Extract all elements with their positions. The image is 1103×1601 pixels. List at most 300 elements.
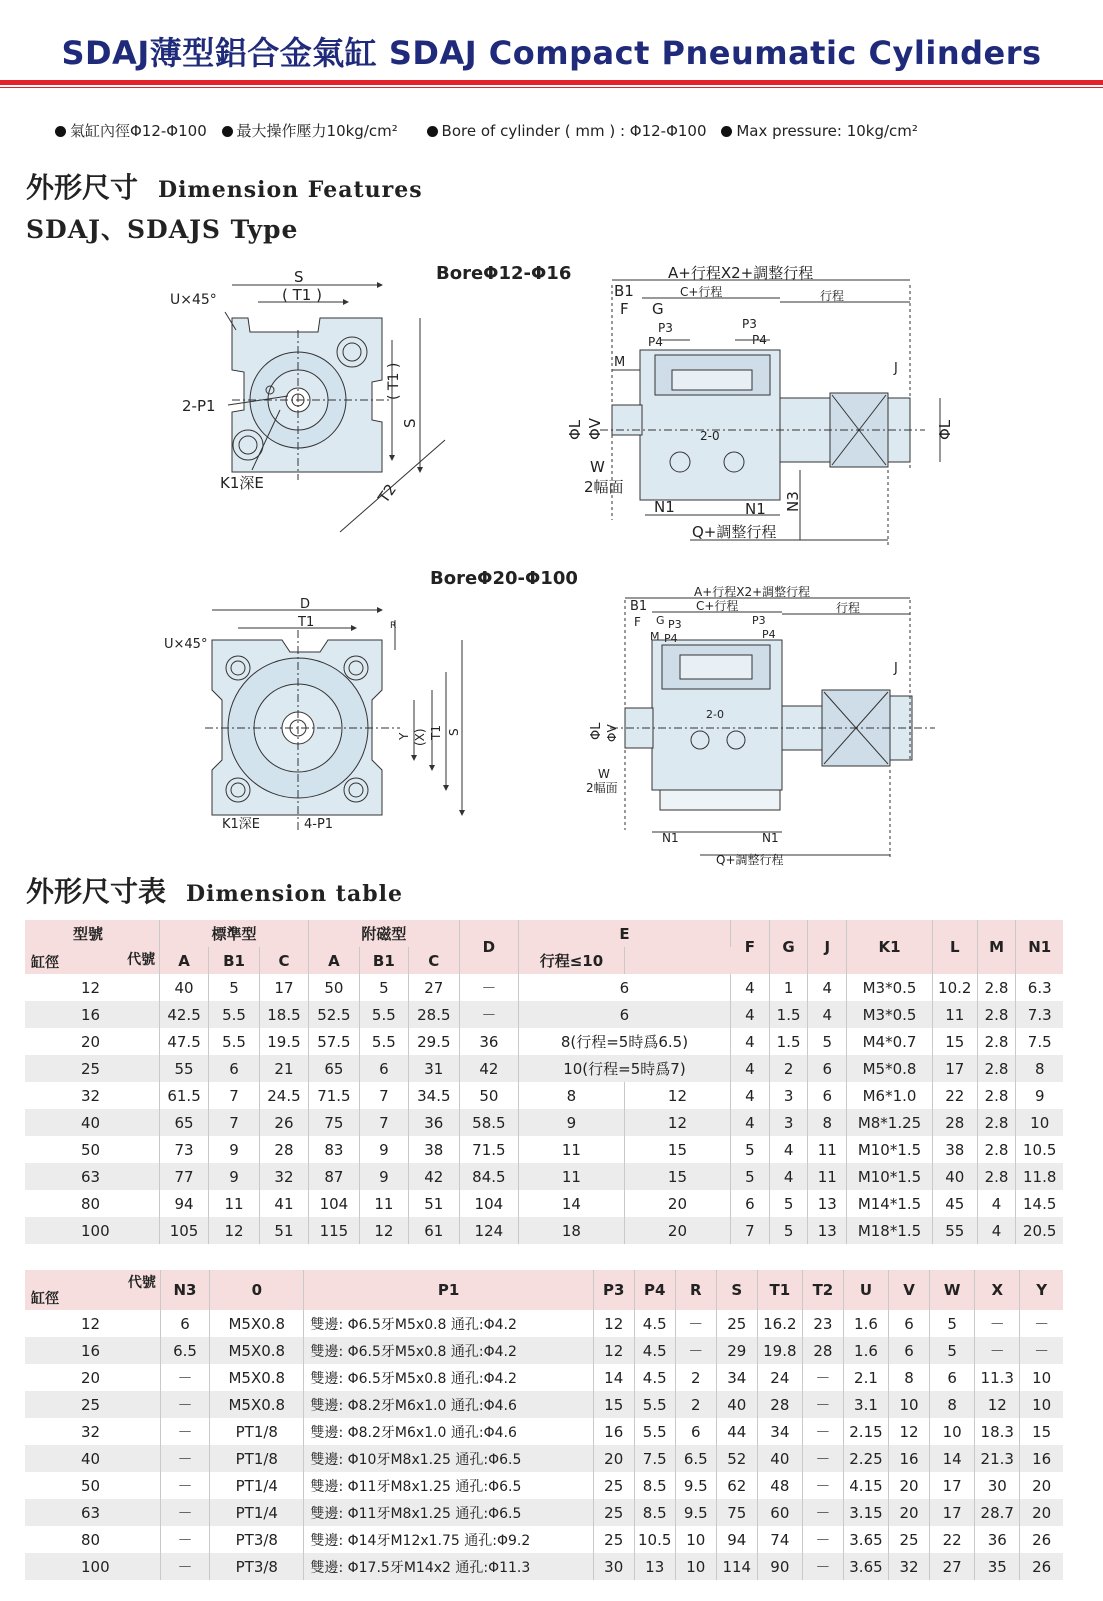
table-cell: 1.6 <box>843 1337 888 1364</box>
table-cell: 24.5 <box>259 1082 308 1109</box>
table-cell: 雙邊: Φ14牙M12x1.75 通孔:Φ9.2 <box>304 1526 593 1553</box>
table-cell: M4*0.7 <box>847 1028 933 1055</box>
dim-2-0-label: 2-0 <box>700 429 720 443</box>
table-cell: － <box>802 1391 843 1418</box>
dim-4P1-label: 4-P1 <box>304 817 334 832</box>
table-cell: 12 <box>359 1217 408 1244</box>
table-cell: 13 <box>808 1190 847 1217</box>
table-cell: 34 <box>716 1364 757 1391</box>
table-cell: 4 <box>730 974 769 1001</box>
table-cell: 11 <box>518 1136 624 1163</box>
dim-N1-large-label: N1 <box>662 831 679 845</box>
table-cell: 45 <box>932 1190 977 1217</box>
table-cell: 雙邊: Φ11牙M8x1.25 通孔:Φ6.5 <box>304 1472 593 1499</box>
table-cell: 63 <box>25 1499 160 1526</box>
table-cell: 32 <box>889 1553 930 1580</box>
table-cell: 20 <box>25 1028 160 1055</box>
table-cell: 4 <box>730 1109 769 1136</box>
table-cell: 40 <box>25 1445 160 1472</box>
table-cell: 1.5 <box>769 1028 808 1055</box>
table-cell: － <box>975 1337 1020 1364</box>
table-cell: － <box>802 1472 843 1499</box>
table-cell: M3*0.5 <box>847 974 933 1001</box>
header-standard: 標準型 <box>160 920 309 947</box>
table-cell: 20 <box>25 1364 160 1391</box>
table-row <box>25 1109 1063 1136</box>
header2-U: U <box>843 1270 888 1310</box>
table-cell: 73 <box>160 1136 209 1163</box>
table-cell: 47.5 <box>160 1028 209 1055</box>
table-cell: 65 <box>308 1055 359 1082</box>
table-cell: 3.65 <box>843 1526 888 1553</box>
table-cell: 25 <box>593 1526 634 1553</box>
table-cell: 57.5 <box>308 1028 359 1055</box>
table-cell: 4 <box>808 1001 847 1028</box>
table-cell: 9.5 <box>675 1499 716 1526</box>
table-cell: 11 <box>518 1163 624 1190</box>
table-row <box>25 1553 1063 1580</box>
spec-pressure-en: Max pressure: 10kg/cm² <box>721 122 918 140</box>
table-cell: 9 <box>359 1163 408 1190</box>
table-cell: 25 <box>25 1391 160 1418</box>
dim-phiL-label: ΦL <box>566 419 584 440</box>
table-cell: 90 <box>757 1553 802 1580</box>
table-cell: 6 <box>675 1418 716 1445</box>
table-cell: 25 <box>593 1472 634 1499</box>
table-cell: 4.5 <box>634 1364 675 1391</box>
table-cell: 13 <box>634 1553 675 1580</box>
table-cell: 3 <box>769 1082 808 1109</box>
table-cell: 77 <box>160 1163 209 1190</box>
table-cell: 12 <box>889 1418 930 1445</box>
table-cell: 15 <box>624 1136 730 1163</box>
dim-C-stroke-large-label: C+行程 <box>696 599 739 613</box>
header2-S: S <box>716 1270 757 1310</box>
table-cell: 94 <box>160 1190 209 1217</box>
table-cell: 3.1 <box>843 1391 888 1418</box>
table-cell: 2 <box>675 1391 716 1418</box>
table-cell: 5 <box>769 1217 808 1244</box>
table-cell: 35 <box>975 1553 1020 1580</box>
table-cell: － <box>802 1445 843 1472</box>
dim-W2-large-label: 2幅面 <box>586 781 618 795</box>
table-cell: 17 <box>930 1472 975 1499</box>
table-cell: 15 <box>1032 1422 1052 1441</box>
header-std-A: A <box>160 947 209 974</box>
table-cell: 6 <box>359 1055 408 1082</box>
table-cell: 20 <box>1032 1476 1052 1495</box>
table-cell: 8 <box>889 1364 930 1391</box>
table-cell: 10 <box>889 1391 930 1418</box>
table-cell: 6 <box>808 1055 847 1082</box>
table-cell: 44 <box>716 1418 757 1445</box>
table-cell: 25 <box>593 1499 634 1526</box>
table-cell: 26 <box>1032 1530 1052 1549</box>
table-cell: 87 <box>308 1163 359 1190</box>
table-cell: 17 <box>932 1055 977 1082</box>
table-row <box>25 1364 1063 1391</box>
table-cell: 5.5 <box>634 1391 675 1418</box>
table-cell: 80 <box>25 1190 160 1217</box>
table-cell: 50 <box>308 974 359 1001</box>
table-cell: 6 <box>209 1055 260 1082</box>
table-cell: 6 <box>808 1082 847 1109</box>
table-cell: 5.5 <box>209 1028 260 1055</box>
table-cell: 55 <box>160 1055 209 1082</box>
table-cell: 7.5 <box>1027 1032 1052 1051</box>
table-cell: 75 <box>308 1109 359 1136</box>
table-cell: 2.15 <box>843 1418 888 1445</box>
dim-phiV-label: ΦV <box>586 417 604 440</box>
table-cell: 50 <box>459 1082 518 1109</box>
table-cell: 27 <box>930 1553 975 1580</box>
table-cell: 61.5 <box>160 1082 209 1109</box>
dim-N3-label: N3 <box>784 491 802 512</box>
section-heading-table-en: Dimension table <box>186 881 403 907</box>
section-heading-cn: 外形尺寸 <box>26 171 139 204</box>
table-cell: 2.8 <box>977 1163 1016 1190</box>
table-row <box>25 1136 1063 1163</box>
bore-label-small: BoreΦ12-Φ16 <box>436 263 572 284</box>
header2-R: R <box>675 1270 716 1310</box>
table-1-body <box>25 974 1063 1244</box>
spec-bore-cn: 氣缸內徑Φ12-Φ100 <box>55 122 207 140</box>
table-cell: 10 <box>1032 1368 1052 1387</box>
dim-P4-large-label: P4 <box>664 632 678 645</box>
dim-M-label: M <box>614 355 626 370</box>
table-cell: 5 <box>209 974 260 1001</box>
table-cell: 10(行程=5時爲7) <box>518 1055 730 1082</box>
table-cell: 16 <box>1020 1445 1063 1472</box>
table-cell: 17 <box>259 974 308 1001</box>
table-cell: 4.5 <box>634 1310 675 1337</box>
table-cell: 115 <box>308 1217 359 1244</box>
table-cell: 9 <box>209 1163 260 1190</box>
table-cell: － <box>160 1391 209 1418</box>
table-cell: 3 <box>769 1109 808 1136</box>
table-cell: 28 <box>932 1109 977 1136</box>
table-cell: 83 <box>308 1136 359 1163</box>
table-cell: 6 <box>730 1190 769 1217</box>
table-cell: 5.5 <box>359 1001 408 1028</box>
table-cell: 7 <box>359 1109 408 1136</box>
table-cell: 5 <box>930 1310 975 1337</box>
table-cell: 34.5 <box>408 1082 459 1109</box>
dim-P3-label: P3 <box>658 321 673 335</box>
table-cell: 114 <box>716 1553 757 1580</box>
section-heading-en: Dimension Features <box>158 177 423 203</box>
header-L: L <box>932 920 977 974</box>
dim-2-0-large-label: 2-0 <box>706 708 724 721</box>
table-cell: 5.5 <box>634 1418 675 1445</box>
table-cell: 28 <box>757 1391 802 1418</box>
table-cell: 4 <box>730 1001 769 1028</box>
header-magnetic: 附磁型 <box>308 920 459 947</box>
table-row <box>25 1001 1063 1028</box>
table-cell: 17 <box>930 1499 975 1526</box>
type-heading: SDAJ、SDAJS Type <box>26 215 299 244</box>
dim-W2-label: 2幅面 <box>584 478 624 496</box>
table-cell: 51 <box>259 1217 308 1244</box>
table-cell: 40 <box>932 1163 977 1190</box>
table-cell: 14 <box>593 1364 634 1391</box>
table-cell: － <box>160 1553 209 1580</box>
table-cell: 28 <box>259 1136 308 1163</box>
table-cell: 12 <box>593 1310 634 1337</box>
table-cell: 7 <box>209 1109 260 1136</box>
table-cell: 32 <box>25 1418 160 1445</box>
table-cell: 雙邊: Φ17.5牙M14x2 通孔:Φ11.3 <box>304 1553 593 1580</box>
table-cell: 75 <box>716 1499 757 1526</box>
table-cell: 6.5 <box>160 1337 209 1364</box>
dim-T2-label: T2 <box>374 480 401 507</box>
table-cell: 12 <box>975 1391 1020 1418</box>
dim-U-label: U×45° <box>170 292 217 308</box>
table-cell: 42 <box>408 1163 459 1190</box>
dim-stroke-total-large-label: A+行程X2+調整行程 <box>694 585 811 599</box>
table-cell: 12 <box>25 1310 160 1337</box>
header-K1: K1 <box>847 920 933 974</box>
dim-K1E-label: K1深E <box>220 474 264 492</box>
table-2-body <box>25 1310 1063 1580</box>
dim-P3-right-label: P3 <box>742 317 757 331</box>
table-cell: － <box>802 1418 843 1445</box>
table-cell: 16 <box>25 1337 160 1364</box>
table-cell: 36 <box>975 1526 1020 1553</box>
table-cell: 4 <box>977 1217 1016 1244</box>
header2-N3: N3 <box>160 1270 209 1310</box>
table-row <box>25 1310 1063 1337</box>
table-cell: 27 <box>408 974 459 1001</box>
table-cell: 8(行程=5時爲6.5) <box>518 1028 730 1055</box>
table-cell: 11 <box>808 1163 847 1190</box>
table-cell: 30 <box>593 1553 634 1580</box>
table-row <box>25 1499 1063 1526</box>
dim-phiL-large-label: ΦL <box>589 722 604 740</box>
table-row <box>25 1190 1063 1217</box>
table-row <box>25 1337 1063 1364</box>
table-cell: 40 <box>25 1109 160 1136</box>
table-row <box>25 1418 1063 1445</box>
table-cell: － <box>160 1418 209 1445</box>
table-cell: － <box>160 1472 209 1499</box>
header-E-blank <box>624 947 730 974</box>
dim-B1-label: B1 <box>614 282 634 300</box>
table-cell: 12 <box>624 1109 730 1136</box>
header-G: G <box>769 920 808 974</box>
table-cell: 40 <box>757 1445 802 1472</box>
table-cell: PT1/4 <box>210 1499 304 1526</box>
table-cell: 8 <box>518 1082 624 1109</box>
table-cell: 20.5 <box>1016 1217 1063 1244</box>
table-cell: 19.5 <box>259 1028 308 1055</box>
page-title: SDAJ薄型鋁合金氣缸 SDAJ Compact Pneumatic Cylinders <box>61 34 1042 72</box>
table-cell: － <box>802 1499 843 1526</box>
table-cell: 21.3 <box>975 1445 1020 1472</box>
table-cell: 10 <box>930 1418 975 1445</box>
table-cell: M10*1.5 <box>847 1163 933 1190</box>
table-cell: 2 <box>769 1055 808 1082</box>
table-cell: 6 <box>930 1364 975 1391</box>
table-cell: 71.5 <box>459 1136 518 1163</box>
table-cell: 16.2 <box>757 1310 802 1337</box>
table-cell: － <box>160 1499 209 1526</box>
table-cell: 94 <box>716 1526 757 1553</box>
table-cell: － <box>459 1001 518 1028</box>
table-cell: 10 <box>1020 1391 1063 1418</box>
dim-stroke-label: 行程 <box>820 289 845 303</box>
table-cell: 36 <box>459 1028 518 1055</box>
dim-T1-large-label: T1 <box>298 615 315 630</box>
table-cell: 61 <box>408 1217 459 1244</box>
table-cell: 9 <box>209 1136 260 1163</box>
table-cell: 18.3 <box>975 1418 1020 1445</box>
table-cell: 60 <box>757 1499 802 1526</box>
table-cell: 雙邊: Φ8.2牙M6x1.0 通孔:Φ4.6 <box>304 1391 593 1418</box>
table-cell: 24 <box>757 1364 802 1391</box>
table-cell: 9.5 <box>675 1472 716 1499</box>
table-cell: 5 <box>730 1163 769 1190</box>
table-cell: 23 <box>802 1310 843 1337</box>
table-cell: 2.1 <box>843 1364 888 1391</box>
table-cell: 14 <box>518 1190 624 1217</box>
header2-T1: T1 <box>757 1270 802 1310</box>
table-cell: 12 <box>624 1082 730 1109</box>
table-cell: 20 <box>889 1499 930 1526</box>
table-cell: － <box>1034 1315 1050 1333</box>
header2-V: V <box>889 1270 930 1310</box>
table-cell: 34 <box>757 1418 802 1445</box>
dim-N1-label: N1 <box>654 498 675 516</box>
table-cell: 2.8 <box>977 1028 1016 1055</box>
table-cell: 20 <box>624 1190 730 1217</box>
table-cell: 9 <box>518 1109 624 1136</box>
table-cell: 15 <box>593 1391 634 1418</box>
table-cell: M8*1.25 <box>847 1109 933 1136</box>
table-cell: 4.5 <box>634 1337 675 1364</box>
table-cell: － <box>975 1310 1020 1337</box>
dim-K1E-large-label: K1深E <box>222 817 261 832</box>
header-model: 型號 <box>25 920 160 947</box>
table-cell: 雙邊: Φ6.5牙M5x0.8 通孔:Φ4.2 <box>304 1337 593 1364</box>
dim-M-large-label: M <box>650 630 660 643</box>
table-cell: － <box>675 1337 716 1364</box>
dim-N1-right-label: N1 <box>745 500 766 518</box>
table-cell: 7 <box>359 1082 408 1109</box>
table-cell: 4 <box>730 1082 769 1109</box>
table-cell: 6 <box>889 1337 930 1364</box>
table-cell: － <box>802 1526 843 1553</box>
table-cell: 13 <box>808 1217 847 1244</box>
dim-X-label: (X) <box>413 728 427 746</box>
table-cell: 2.8 <box>977 1136 1016 1163</box>
table-cell: 11 <box>932 1001 977 1028</box>
table-cell: 12 <box>25 974 160 1001</box>
table-cell: － <box>459 974 518 1001</box>
table-cell: 84.5 <box>459 1163 518 1190</box>
table-cell: 62 <box>716 1472 757 1499</box>
table-cell: 124 <box>459 1217 518 1244</box>
table-cell: 5.5 <box>209 1001 260 1028</box>
header2-X: X <box>975 1270 1020 1310</box>
table-cell: 80 <box>25 1526 160 1553</box>
table-cell: － <box>1020 1337 1063 1364</box>
table-cell: 6.5 <box>675 1445 716 1472</box>
header-std-C: C <box>259 947 308 974</box>
dim-C-stroke-label: C+行程 <box>680 285 723 299</box>
table-cell: 52.5 <box>308 1001 359 1028</box>
table-cell: 2.8 <box>977 1082 1016 1109</box>
table-cell: M5X0.8 <box>210 1391 304 1418</box>
table-cell: 1.6 <box>843 1310 888 1337</box>
table-cell: M10*1.5 <box>847 1136 933 1163</box>
table-cell: 16 <box>593 1418 634 1445</box>
dim-stroke-total-label: A+行程X2+調整行程 <box>668 264 814 282</box>
table-cell: 38 <box>408 1136 459 1163</box>
table-cell: 25 <box>889 1526 930 1553</box>
dim-T1-vert-large-label: T1 <box>429 725 443 740</box>
table-cell: 4 <box>769 1136 808 1163</box>
table-cell: 5 <box>730 1136 769 1163</box>
table-cell: 30 <box>975 1472 1020 1499</box>
header2-T2: T2 <box>802 1270 843 1310</box>
table-cell: 7.5 <box>634 1445 675 1472</box>
front-view-small <box>225 285 445 532</box>
table-cell: 15 <box>932 1028 977 1055</box>
table-cell: 104 <box>459 1190 518 1217</box>
table-cell: 8.5 <box>634 1499 675 1526</box>
table-cell: 2.8 <box>977 974 1016 1001</box>
header-std-B1: B1 <box>209 947 260 974</box>
table-cell: 40 <box>716 1391 757 1418</box>
dim-J-label: J <box>894 361 898 376</box>
table-cell: 11.8 <box>1016 1163 1063 1190</box>
table-cell: 6 <box>160 1310 209 1337</box>
table-row <box>25 1472 1063 1499</box>
dim-W-label: W <box>590 458 605 476</box>
dim-F-large-label: F <box>634 615 641 629</box>
dim-N1-right-large-label: N1 <box>762 831 779 845</box>
table-cell: PT3/8 <box>210 1553 304 1580</box>
dim-R-label: R <box>390 621 397 631</box>
table-row <box>25 974 1063 1001</box>
table-cell: 雙邊: Φ6.5牙M5x0.8 通孔:Φ4.2 <box>304 1310 593 1337</box>
header-mag-A: A <box>308 947 359 974</box>
dim-P4-right-large-label: P4 <box>762 628 776 641</box>
dim-S-vert-label: S <box>401 418 419 428</box>
table-cell: 51 <box>408 1190 459 1217</box>
dim-phiV-large-label: ΦV <box>605 724 619 742</box>
table-cell: 4 <box>977 1190 1016 1217</box>
table-cell: 74 <box>757 1526 802 1553</box>
table-cell: 42 <box>459 1055 518 1082</box>
dim-2P1-label: 2-P1 <box>182 397 216 415</box>
table-cell: 雙邊: Φ6.5牙M5x0.8 通孔:Φ4.2 <box>304 1364 593 1391</box>
table-cell: 6 <box>889 1310 930 1337</box>
table-cell: 11 <box>209 1190 260 1217</box>
table-row <box>25 1028 1063 1055</box>
table-cell: 5 <box>359 974 408 1001</box>
table-cell: 29 <box>716 1337 757 1364</box>
corner2-bore: 缸徑 <box>31 1291 59 1307</box>
table-cell: 16 <box>25 1001 160 1028</box>
header-D: D <box>459 920 518 974</box>
table-cell: 5.5 <box>359 1028 408 1055</box>
corner-bore: 缸徑 <box>31 955 59 971</box>
header-mag-B1: B1 <box>359 947 408 974</box>
table-cell: 36 <box>408 1109 459 1136</box>
table-cell: 20 <box>624 1217 730 1244</box>
